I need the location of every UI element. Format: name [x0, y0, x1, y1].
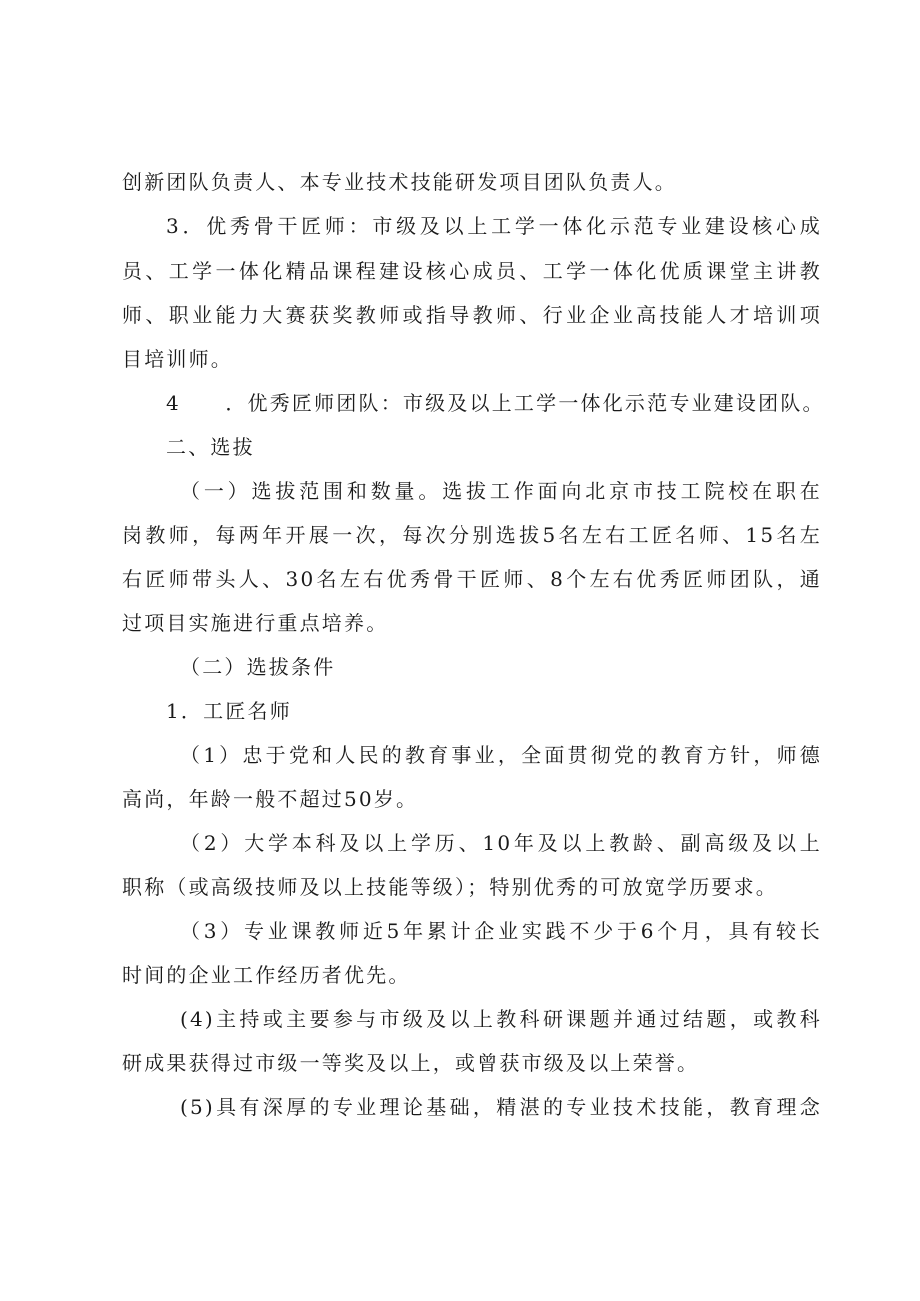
- text-line: 4 ．优秀匠师团队：市级及以上工学一体化示范专业建设团队。: [166, 391, 825, 415]
- text-line: 研成果获得过市级一等奖及以上，或曾获市级及以上荣誉。: [122, 1051, 700, 1075]
- text-line: （3）专业课教师近5年累计企业实践不少于6个月，具有较长: [180, 919, 822, 943]
- text-line: 职称（或高级技师及以上技能等级）；特别优秀的可放宽学历要求。: [122, 875, 778, 899]
- subsection-heading: （二）选拔条件: [180, 655, 336, 679]
- text-line: (5)具有深厚的专业理论基础，精湛的专业技术技能，教育理念: [180, 1095, 822, 1119]
- text-line: 3．优秀骨干匠师：市级及以上工学一体化示范专业建设核心成: [166, 214, 822, 238]
- text-line: 岗教师，每两年开展一次，每次分别选拔5名左右工匠名师、15名左: [122, 523, 822, 547]
- text-line: 高尚，年龄一般不超过50岁。: [122, 787, 419, 811]
- text-line: 过项目实施进行重点培养。: [122, 611, 389, 635]
- text-line: (4)主持或主要参与市级及以上教科研课题并通过结题，或教科: [180, 1007, 822, 1031]
- text-line: （一）选拔范围和数量。选拔工作面向北京市技工院校在职在: [180, 479, 822, 503]
- text-line: 时间的企业工作经历者优先。: [122, 963, 411, 987]
- subsection-heading: 1．工匠名师: [166, 699, 292, 723]
- text-line: （1）忠于党和人民的教育事业，全面贯彻党的教育方针，师德: [180, 743, 822, 767]
- text-line: （2）大学本科及以上学历、10年及以上教龄、副高级及以上: [180, 831, 822, 855]
- text-line: 右匠师带头人、30名左右优秀骨干匠师、8个左右优秀匠师团队，通: [122, 567, 822, 591]
- text-line: 员、工学一体化精品课程建设核心成员、工学一体化优质课堂主讲教: [122, 259, 822, 283]
- text-line: 创新团队负责人、本专业技术技能研发项目团队负责人。: [122, 170, 677, 194]
- section-heading: 二、选拔: [166, 435, 255, 459]
- text-line: 目培训师。: [122, 347, 233, 371]
- text-line: 师、职业能力大赛获奖教师或指导教师、行业企业高技能人才培训项: [122, 303, 822, 327]
